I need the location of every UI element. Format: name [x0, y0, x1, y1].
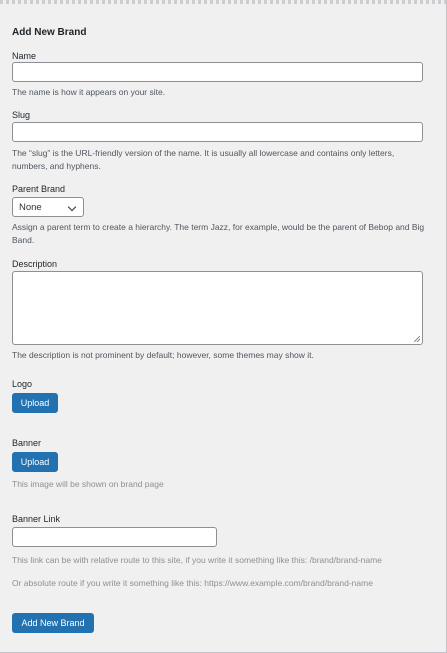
logo-label: Logo — [12, 379, 33, 389]
banner-link-input[interactable] — [12, 527, 217, 547]
parent-brand-select[interactable] — [12, 197, 84, 217]
logo-upload-button[interactable]: Upload — [12, 393, 58, 413]
name-label: Name — [12, 51, 37, 61]
parent-brand-selected-value: None — [19, 201, 42, 213]
banner-help-text: This image will be shown on brand page — [12, 479, 164, 489]
parent-brand-label: Parent Brand — [12, 184, 66, 194]
description-label: Description — [12, 259, 58, 269]
parent-brand-help-text: Assign a parent term to create a hierarchy. The term Jazz, for example, would be the parent of Bebop and Big Band. — [12, 222, 425, 245]
name-help-text: The name is how it appears on your site. — [12, 87, 166, 97]
description-textarea[interactable] — [12, 271, 423, 345]
banner-link-help-absolute: Or absolute route if you write it something like this: https://www.example.com/brand/brand-name — [12, 578, 373, 588]
add-new-brand-button[interactable]: Add New Brand — [12, 613, 94, 633]
banner-link-label: Banner Link — [12, 514, 61, 524]
name-input[interactable] — [12, 62, 423, 82]
slug-label: Slug — [12, 110, 31, 120]
form-title: Add New Brand — [12, 27, 87, 38]
description-help-text: The description is not prominent by default; however, some themes may show it. — [12, 350, 314, 360]
banner-label: Banner — [12, 438, 42, 448]
banner-link-help-relative: This link can be with relative route to this site, if you write it something like this: /brand/brand-name — [12, 555, 382, 565]
resize-handle-icon[interactable] — [414, 336, 420, 342]
slug-input[interactable] — [12, 122, 423, 142]
page-top-edge — [0, 0, 446, 4]
slug-help-text: The “slug” is the URL-friendly version of the name. It is usually all lowercase and contains only letters, numbers, and hyphens. — [12, 148, 395, 171]
banner-upload-button[interactable]: Upload — [12, 452, 58, 472]
chevron-down-icon — [68, 203, 76, 211]
